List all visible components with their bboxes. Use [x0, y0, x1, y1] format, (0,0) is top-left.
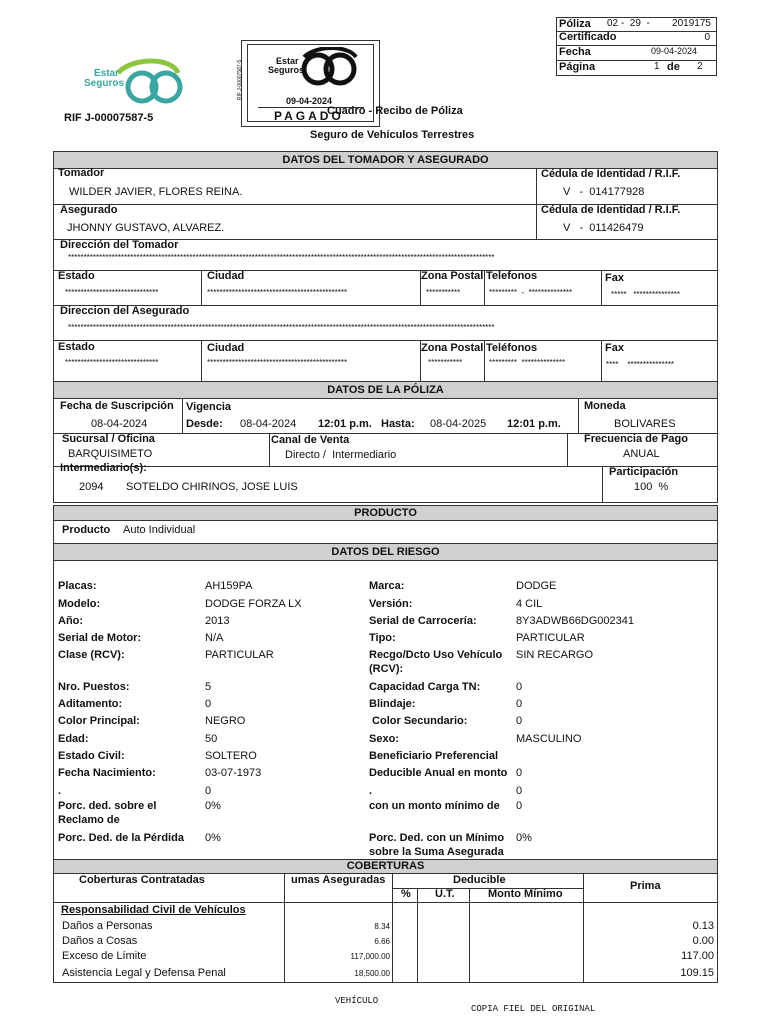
riesgo-right-label: Color Secundario: [369, 715, 468, 727]
hasta-label: Hasta: [381, 418, 415, 430]
estado-value-2: ****************************** [65, 358, 159, 367]
stamp-logo-seguros: Seguros [268, 65, 305, 75]
asegurado-cedula-label: Cédula de Identidad / R.I.F. [541, 204, 681, 216]
riesgo-left-value: AH159PA [205, 580, 253, 592]
riesgo-right-value: 0 [516, 800, 523, 812]
cobertura-suma: 8.34 [374, 922, 390, 931]
fax-label-1: Fax [605, 272, 624, 284]
cobertura-suma: 117,000.00 [350, 952, 390, 961]
riesgo-left-label: Modelo: [58, 598, 101, 610]
riesgo-right-label: Tipo: [369, 632, 396, 644]
estado-label-2: Estado [58, 341, 95, 353]
riesgo-left-value: 03-07-1973 [205, 767, 262, 779]
fecha-label: Fecha [559, 46, 591, 58]
participacion-value: 100 % [634, 481, 669, 493]
riesgo-left-label: Nro. Puestos: [58, 681, 130, 693]
zona-postal-label-2: Zona Postal [421, 342, 484, 354]
pagina-label: Página [559, 61, 596, 73]
pagina-de: de [667, 61, 680, 73]
moneda-value: BOLIVARES [614, 418, 676, 430]
direccion-asegurado-value: ***************************************************************************************************************************************** [68, 323, 495, 332]
col-ut: U.T. [435, 888, 455, 900]
telefonos-label-1: Telefonos [486, 270, 538, 282]
stamp-logo-estar: Estar [276, 56, 299, 66]
telefonos-value-1: ********* - ************** [489, 288, 573, 297]
telefonos-value-2: ********* ************** [489, 358, 566, 367]
cobertura-suma: 6.66 [374, 937, 390, 946]
certificado-label: Certificado [559, 31, 617, 43]
riesgo-right-value: 0 [516, 698, 523, 710]
riesgo-left-value: 0% [205, 800, 221, 812]
riesgo-right-value: PARTICULAR [516, 632, 585, 644]
poliza-number: 02 - 29 - 2019175 [607, 18, 711, 29]
riesgo-right-label: Porc. Ded. con un Mínimo [369, 832, 505, 844]
cobertura-name: Daños a Cosas [62, 935, 138, 947]
cobertura-name: Asistencia Legal y Defensa Penal [62, 967, 226, 979]
participacion-label: Participación [609, 466, 679, 478]
riesgo-right-label: Recgo/Dcto Uso Vehículo [369, 649, 503, 661]
rif-label: RIF J-00007587-5 [64, 112, 154, 124]
riesgo-right-value: MASCULINO [516, 733, 582, 745]
riesgo-right-label: (RCV): [369, 663, 404, 675]
riesgo-left-value: N/A [205, 632, 224, 644]
intermediario-name: SOTELDO CHIRINOS, JOSE LUIS [126, 481, 298, 493]
canal-venta-value: Directo / Intermediario [285, 449, 397, 461]
cobertura-prima: 0.13 [692, 920, 714, 932]
riesgo-right-label: Serial de Carrocería: [369, 615, 477, 627]
riesgo-left-value: 0% [205, 832, 221, 844]
riesgo-left-label: Placas: [58, 580, 97, 592]
ciudad-label-2: Ciudad [207, 342, 245, 354]
riesgo-right-value: 0% [516, 832, 532, 844]
riesgo-left-value: NEGRO [205, 715, 246, 727]
riesgo-right-label: sobre la Suma Asegurada [369, 846, 504, 858]
riesgo-left-label: . [58, 785, 62, 797]
col-coberturas: Coberturas Contratadas [79, 874, 205, 886]
riesgo-left-label: Fecha Nacimiento: [58, 767, 156, 779]
cobertura-suma: 18,500.00 [354, 969, 390, 978]
producto-section-header: PRODUCTO [53, 505, 718, 521]
tomador-name: WILDER JAVIER, FLORES REINA. [69, 186, 243, 198]
col-monto-minimo: Monto Mínimo [488, 888, 563, 900]
riesgo-right-label: . [369, 785, 373, 797]
ciudad-label-1: Ciudad [207, 270, 245, 282]
riesgo-left-value: PARTICULAR [205, 649, 274, 661]
fecha-value: 09-04-2024 [651, 46, 698, 56]
hasta-value: 08-04-2025 [430, 418, 487, 430]
riesgo-left-value: DODGE FORZA LX [205, 598, 302, 610]
stamp-date: 09-04-2024 [286, 96, 333, 106]
riesgo-right-label: Capacidad Carga TN: [369, 681, 481, 693]
intermediario-code: 2094 [79, 481, 104, 493]
riesgo-left-value: 0 [205, 698, 212, 710]
col-prima: Prima [630, 880, 661, 892]
riesgo-left-value: SOLTERO [205, 750, 257, 762]
cobertura-name: Exceso de Límite [62, 950, 147, 962]
canal-venta-label: Canal de Venta [271, 434, 350, 446]
asegurado-label: Asegurado [60, 204, 118, 216]
coberturas-section-header: COBERTURAS [53, 859, 718, 874]
frecuencia-pago-value: ANUAL [623, 448, 660, 460]
riesgo-right-value: SIN RECARGO [516, 649, 594, 661]
desde-value: 08-04-2024 [240, 418, 297, 430]
tomador-section-header: DATOS DEL TOMADOR Y ASEGURADO [53, 151, 718, 169]
riesgo-left-label: Año: [58, 615, 84, 627]
riesgo-right-value: 0 [516, 681, 523, 693]
riesgo-right-label: Beneficiario Preferencial [369, 750, 499, 762]
riesgo-right-label: Blindaje: [369, 698, 416, 710]
logo-text-seguros: Seguros [84, 78, 125, 89]
company-logo [72, 55, 184, 107]
zona-postal-label-1: Zona Postal [421, 270, 484, 282]
riesgo-right-value: 0 [516, 785, 523, 797]
desde-label: Desde: [186, 418, 223, 430]
cobertura-prima: 109.15 [680, 967, 714, 979]
estado-label-1: Estado [58, 270, 95, 282]
asegurado-name: JHONNY GUSTAVO, ALVAREZ. [67, 222, 225, 234]
frecuencia-pago-label: Frecuencia de Pago [584, 433, 688, 445]
tomador-label: Tomador [58, 167, 105, 179]
riesgo-left-label: Estado Civil: [58, 750, 125, 762]
riesgo-right-label: Deducible Anual en monto [369, 767, 508, 779]
footer-copia-fiel: COPIA FIEL DEL ORIGINAL [471, 1004, 596, 1014]
stamp-logo-icon [300, 47, 360, 92]
zona-value-1: *********** [426, 288, 461, 297]
stamp-side-text: RIF J-00007587-5 [237, 59, 244, 101]
riesgo-right-label: Marca: [369, 580, 405, 592]
cobertura-prima: 0.00 [692, 935, 714, 947]
logo-text-estar: Estar [94, 68, 120, 79]
estado-value-1: ****************************** [65, 288, 159, 297]
hasta-hora: 12:01 p.m. [507, 418, 561, 430]
poliza-label: Póliza [559, 18, 591, 30]
footer-vehiculo: VEHÍCULO [335, 996, 379, 1006]
certificado-value: 0 [704, 32, 710, 43]
fax-value-2: **** *************** [606, 360, 675, 369]
direccion-tomador-label: Dirección del Tomador [60, 239, 179, 251]
policy-info-box [556, 17, 717, 76]
producto-value: Auto Individual [123, 524, 196, 536]
riesgo-left-label: Porc. Ded. de la Pérdida [58, 832, 184, 844]
riesgo-left-label: Color Principal: [58, 715, 140, 727]
riesgo-section-header: DATOS DEL RIESGO [53, 543, 718, 561]
direccion-asegurado-label: Direccion del Asegurado [60, 305, 190, 317]
direccion-tomador-value: ***************************************************************************************************************************************** [68, 253, 495, 262]
pagina-number: 1 [654, 61, 660, 72]
riesgo-left-label: Aditamento: [58, 698, 123, 710]
sucursal-label: Sucursal / Oficina [62, 433, 155, 445]
poliza-section-header: DATOS DE LA PÓLIZA [53, 381, 718, 399]
riesgo-right-value: 0 [516, 715, 523, 727]
fecha-suscripcion-value: 08-04-2024 [91, 418, 148, 430]
riesgo-left-value: 2013 [205, 615, 230, 627]
producto-label: Producto [62, 524, 111, 536]
col-sumas: umas Aseguradas [291, 874, 386, 886]
riesgo-right-label: Versión: [369, 598, 413, 610]
fecha-suscripcion-label: Fecha de Suscripción [60, 400, 174, 412]
fax-value-1: ***** *************** [611, 290, 680, 299]
desde-hora: 12:01 p.m. [318, 418, 372, 430]
ciudad-value-2: ********************************************* [207, 358, 348, 367]
document-subtitle: Seguro de Vehículos Terrestres [310, 129, 475, 141]
riesgo-left-label: Serial de Motor: [58, 632, 142, 644]
riesgo-left-label: Clase (RCV): [58, 649, 125, 661]
riesgo-left-label: Edad: [58, 733, 89, 745]
riesgo-left-label: Porc. ded. sobre el [58, 800, 157, 812]
col-deducible: Deducible [453, 874, 506, 886]
zona-value-2: *********** [428, 358, 463, 367]
cobertura-group-title: Responsabilidad Civil de Vehículos [61, 904, 246, 916]
asegurado-cedula: V - 011426479 [563, 222, 644, 234]
document-title: Cuadro - Recibo de Póliza [327, 105, 463, 117]
riesgo-left-value: 5 [205, 681, 212, 693]
riesgo-right-value: 0 [516, 767, 523, 779]
pagina-total: 2 [697, 61, 703, 72]
riesgo-right-value: DODGE [516, 580, 557, 592]
ciudad-value-1: ********************************************* [207, 288, 348, 297]
stamp-text: PAGADO [274, 109, 344, 123]
riesgo-left-value: 0 [205, 785, 212, 797]
riesgo-right-value: 8Y3ADWB66DG002341 [516, 615, 635, 627]
riesgo-left-value: 50 [205, 733, 218, 745]
riesgo-right-value: 4 CIL [516, 598, 543, 610]
cobertura-name: Daños a Personas [62, 920, 153, 932]
intermediario-label: Intermediario(s): [60, 462, 147, 474]
telefonos-label-2: Teléfonos [486, 342, 538, 354]
cobertura-prima: 117.00 [681, 950, 714, 962]
tomador-cedula: V - 014177928 [563, 186, 645, 198]
col-pct: % [401, 888, 411, 900]
moneda-label: Moneda [584, 400, 626, 412]
fax-label-2: Fax [605, 342, 624, 354]
sucursal-value: BARQUISIMETO [68, 448, 153, 460]
tomador-cedula-label: Cédula de Identidad / R.I.F. [541, 168, 681, 180]
riesgo-right-label: Sexo: [369, 733, 399, 745]
vigencia-label: Vigencia [186, 401, 232, 413]
riesgo-left-label: Reclamo de [58, 814, 120, 826]
riesgo-right-label: con un monto mínimo de [369, 800, 500, 812]
